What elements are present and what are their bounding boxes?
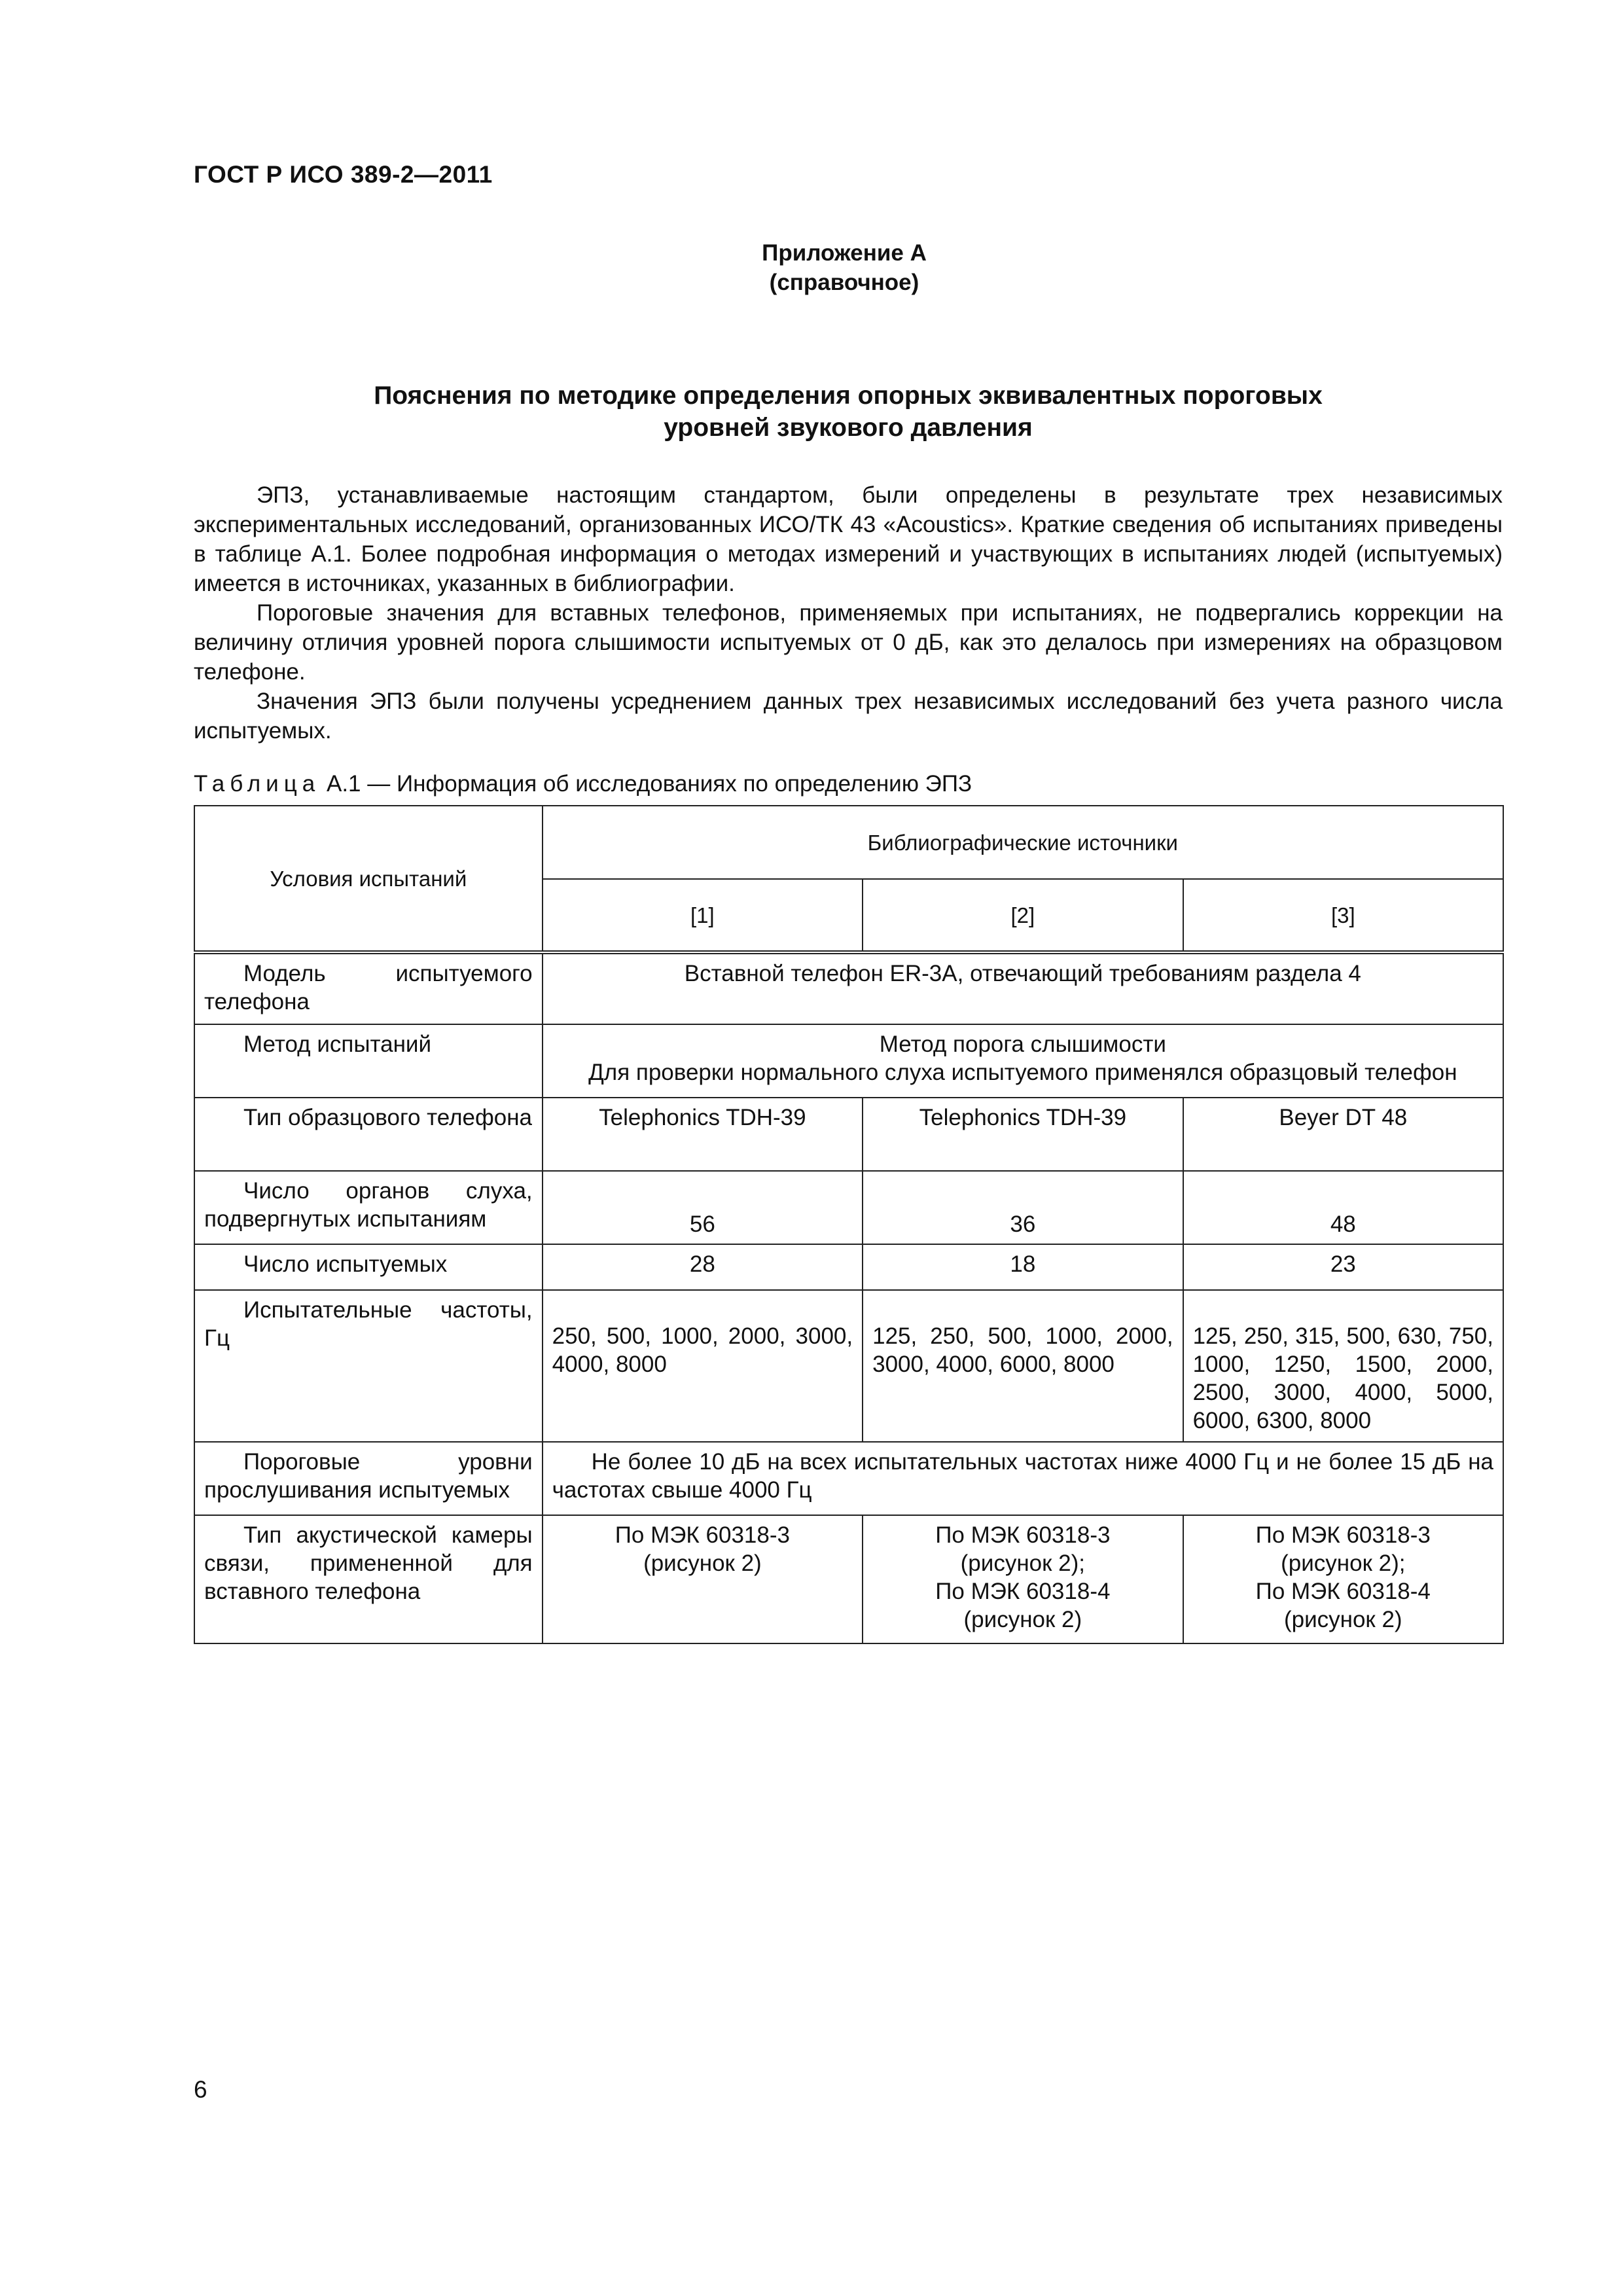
header-ref-2: [2] xyxy=(863,879,1183,952)
cell-value: 56 xyxy=(543,1171,863,1244)
coupler-line: По МЭК 60318-4 xyxy=(1255,1579,1431,1604)
table-caption-prefix: Таблица xyxy=(194,771,321,797)
table-row xyxy=(194,952,1503,1024)
cell-value: 18 xyxy=(863,1244,1183,1290)
coupler-line: (рисунок 2); xyxy=(960,1551,1086,1576)
cell-value: 28 xyxy=(543,1244,863,1290)
coupler-line: По МЭК 60318-3 xyxy=(935,1522,1111,1548)
section-title-line-1: Пояснения по методике определения опорных эквивалентных пороговых xyxy=(374,382,1323,410)
cell-value: 125, 250, 315, 500, 630, 750, 1000, 1250, 1500, 2000, 2500, 3000, 4000, 5000, 6000, 6300, 8000 xyxy=(1183,1290,1503,1442)
coupler-line: (рисунок 2) xyxy=(963,1607,1082,1632)
cell-value: Telephonics TDH-39 xyxy=(543,1098,863,1171)
table-row xyxy=(194,1171,1503,1244)
paragraph: Значения ЭПЗ были получены усреднением данных трех независимых исследований без учета разного числа испытуемых. xyxy=(194,689,1503,744)
header-ref-3: [3] xyxy=(1183,879,1503,952)
method-line-1: Метод порога слышимости xyxy=(879,1031,1166,1057)
row-label: Число испытуемых xyxy=(194,1244,543,1290)
research-info-table xyxy=(194,805,1504,1644)
header-sources: Библиографические источники xyxy=(543,806,1503,879)
cell-value: 36 xyxy=(863,1171,1183,1244)
table-row xyxy=(194,1515,1503,1643)
row-label: Метод испытаний xyxy=(194,1024,543,1098)
page-number: 6 xyxy=(194,2076,207,2103)
cell-value xyxy=(543,1024,1503,1098)
table-caption xyxy=(194,771,972,797)
cell-value: Вставной телефон ER-3A, отвечающий требованиям раздела 4 xyxy=(543,952,1503,1024)
table-row xyxy=(194,1244,1503,1290)
cell-value: 125, 250, 500, 1000, 2000, 3000, 4000, 6000, 8000 xyxy=(863,1290,1183,1442)
row-label: Модель испытуемого телефона xyxy=(194,952,543,1024)
paragraph: ЭПЗ, устанавливаемые настоящим стандартом, были определены в результате трех независимых экспериментальных исследований, организованных ИСО/ТК 43 «Acoustics». Краткие сведения об испытаниях приведены в таблице А.1. Более подробная информация о методах измерений и участвующих в испытаниях людей (испытуемых) имеется в источниках, указанных в библиографии. xyxy=(194,482,1503,596)
coupler-line: (рисунок 2); xyxy=(1281,1551,1406,1576)
table-caption-text: А.1 — Информация об исследованиях по определению ЭПЗ xyxy=(326,771,972,797)
coupler-line: (рисунок 2) xyxy=(1283,1607,1402,1632)
appendix-title: Приложение А xyxy=(762,240,927,266)
row-label: Тип образцового телефона xyxy=(194,1098,543,1171)
cell-value: 23 xyxy=(1183,1244,1503,1290)
table-row xyxy=(194,1024,1503,1098)
section-title xyxy=(194,380,1503,444)
cell-value: 250, 500, 1000, 2000, 3000, 4000, 8000 xyxy=(543,1290,863,1442)
cell-value xyxy=(1183,1515,1503,1643)
coupler-line: По МЭК 60318-3 xyxy=(1255,1522,1431,1548)
cell-value: Telephonics TDH-39 xyxy=(863,1098,1183,1171)
row-label: Испытательные частоты, Гц xyxy=(194,1290,543,1442)
section-title-line-2: уровней звукового давления xyxy=(664,414,1033,442)
table-row xyxy=(194,1098,1503,1171)
body-text xyxy=(194,480,1503,745)
cell-value: 48 xyxy=(1183,1171,1503,1244)
method-line-2: Для проверки нормального слуха испытуемого применялся образцовый телефон xyxy=(588,1060,1457,1085)
coupler-line: По МЭК 60318-3 xyxy=(615,1522,790,1548)
appendix-heading xyxy=(654,238,1034,297)
row-label: Пороговые уровни прослушивания испытуемых xyxy=(194,1442,543,1515)
cell-value xyxy=(863,1515,1183,1643)
table-row xyxy=(194,1290,1503,1442)
paragraph: Пороговые значения для вставных телефонов, применяемых при испытаниях, не подвергались коррекции на величину отличия уровней порога слышимости испытуемых от 0 дБ, как это делалось при измерениях на образцовом телефоне. xyxy=(194,600,1503,685)
document-code: ГОСТ Р ИСО 389-2—2011 xyxy=(194,161,493,188)
cell-value: Beyer DT 48 xyxy=(1183,1098,1503,1171)
cell-value: Не более 10 дБ на всех испытательных частотах ниже 4000 Гц и не более 15 дБ на частотах свыше 4000 Гц xyxy=(543,1442,1503,1515)
appendix-subtitle: (справочное) xyxy=(769,270,919,295)
coupler-line: (рисунок 2) xyxy=(643,1551,762,1576)
row-label: Число органов слуха, подвергнутых испытаниям xyxy=(194,1171,543,1244)
coupler-line: По МЭК 60318-4 xyxy=(935,1579,1111,1604)
row-label: Тип акустической камеры связи, примененной для вставного телефона xyxy=(194,1515,543,1643)
cell-value xyxy=(543,1515,863,1643)
header-conditions: Условия испытаний xyxy=(194,806,543,952)
header-ref-1: [1] xyxy=(543,879,863,952)
table-row xyxy=(194,1442,1503,1515)
